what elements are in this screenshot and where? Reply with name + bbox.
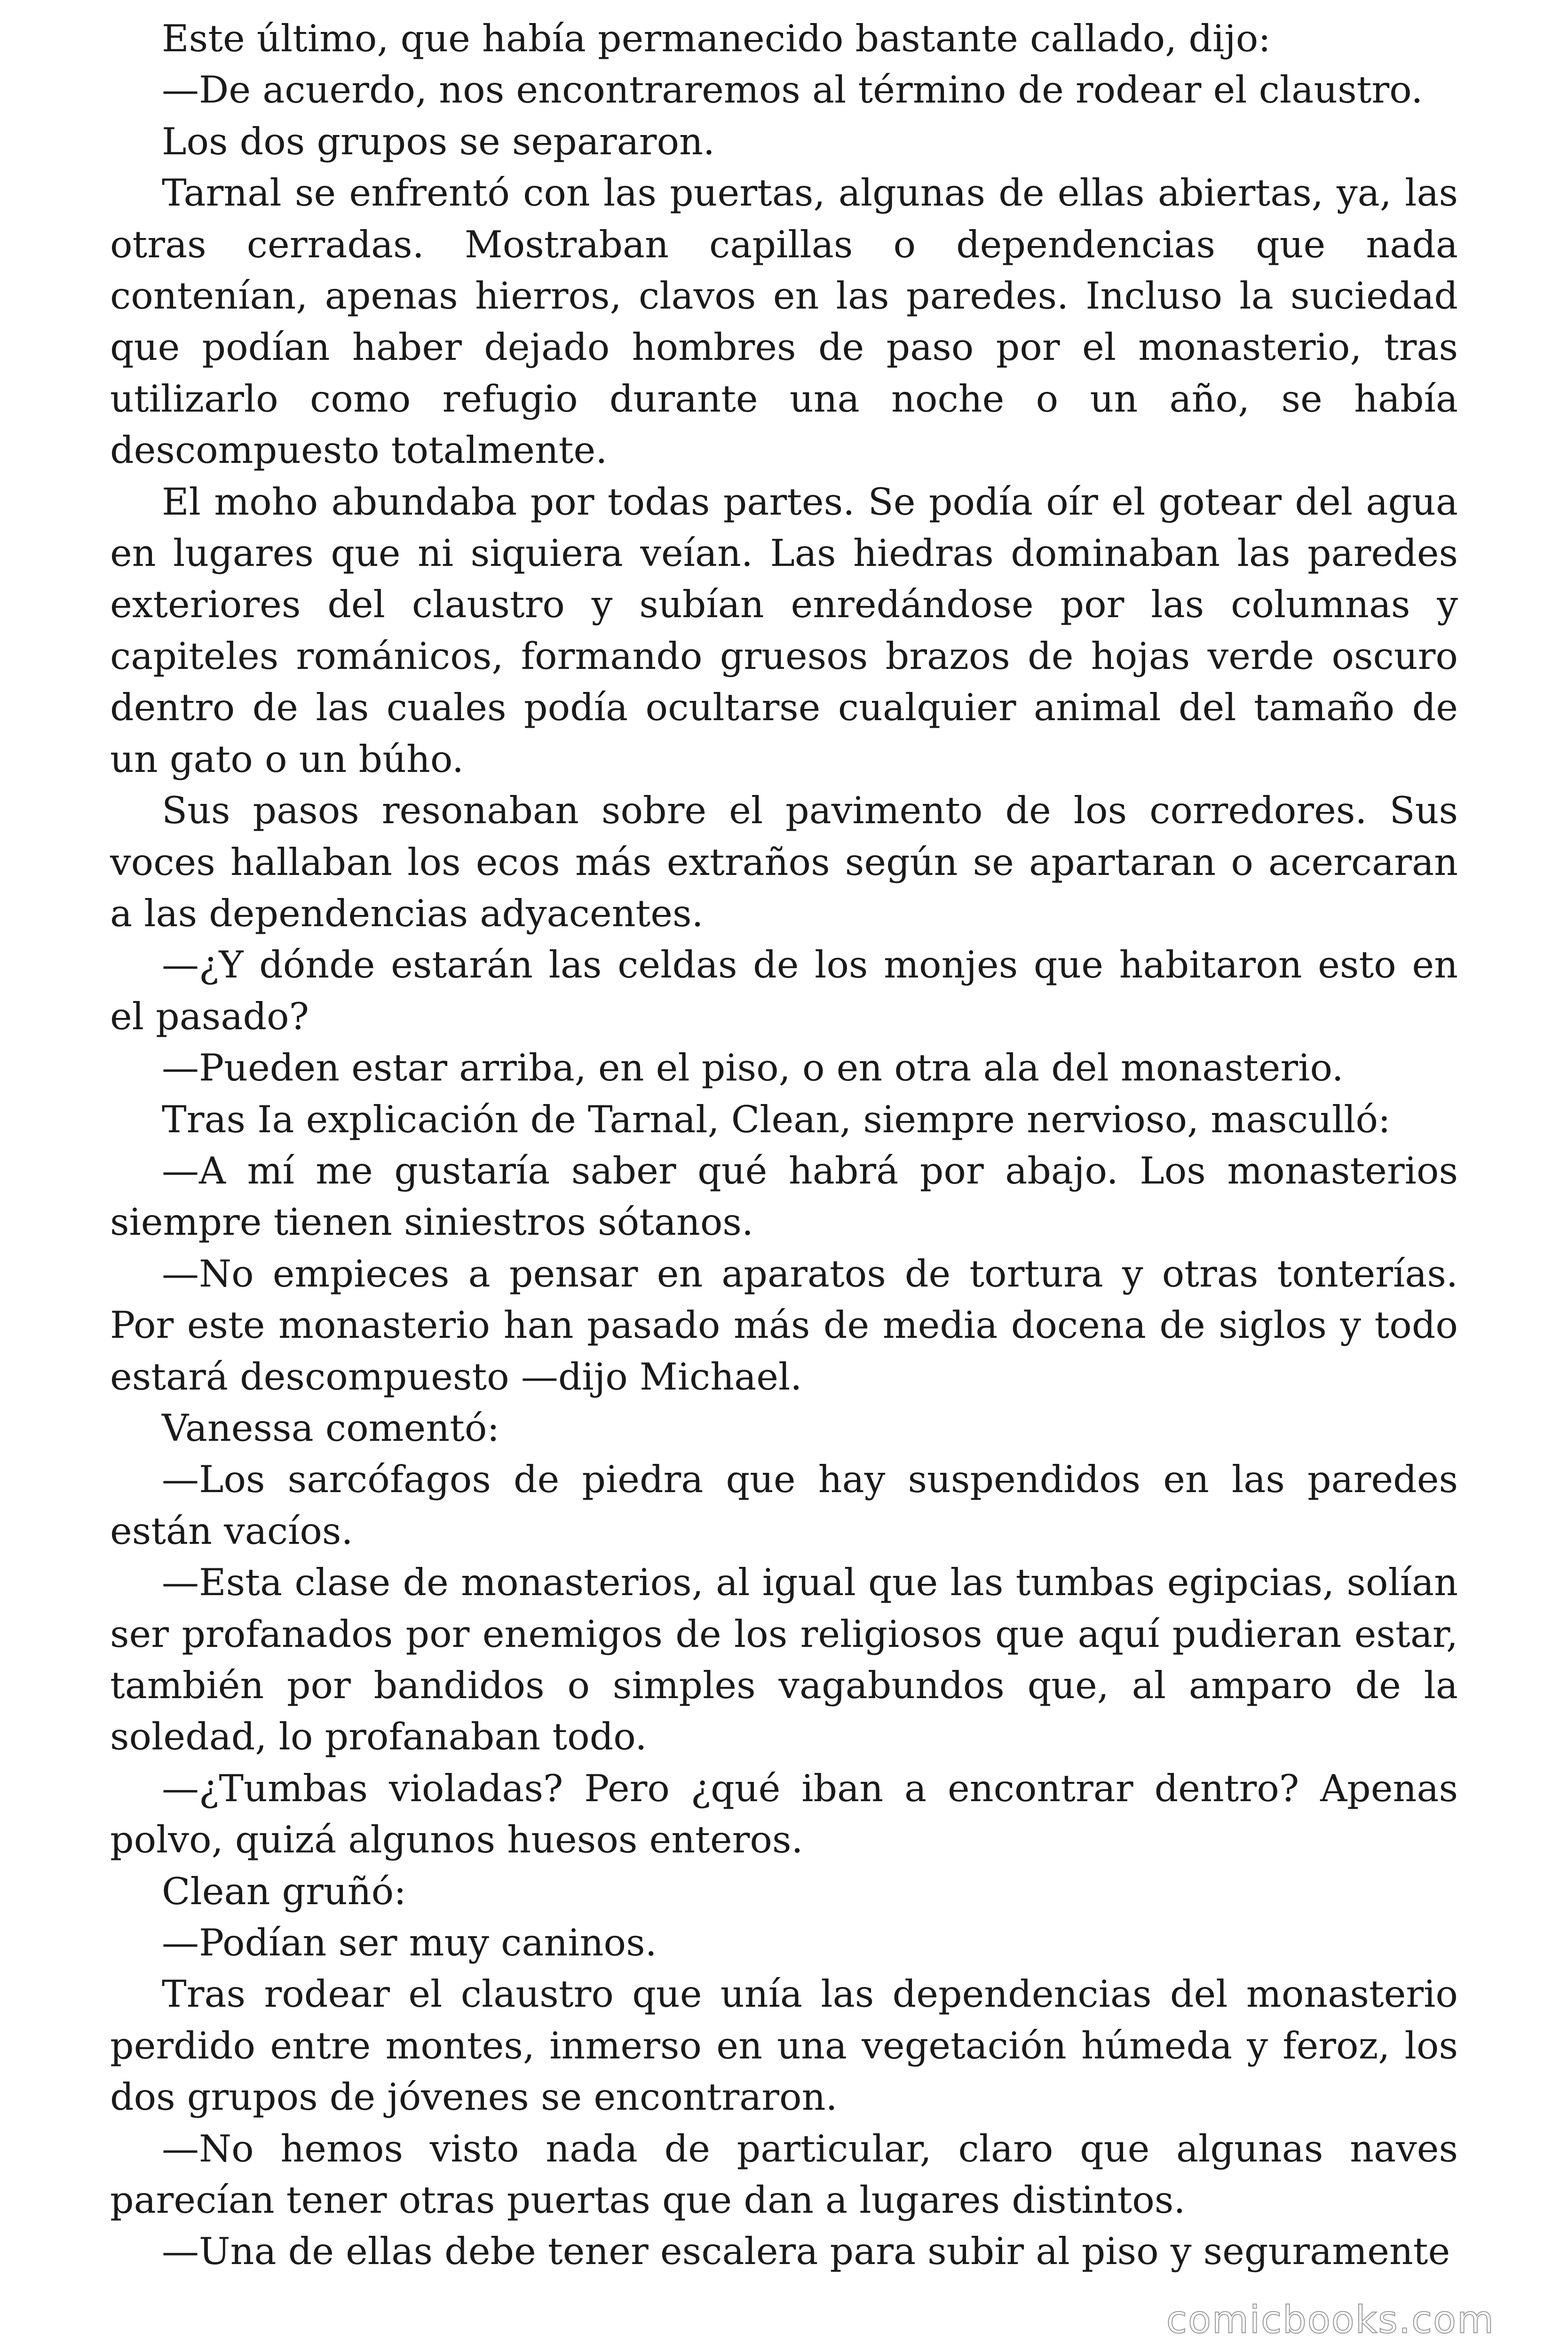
paragraph: El moho abundaba por todas partes. Se podía oír el gotear del agua en lugares que ni siquiera veían. Las hiedras dominaban las paredes exteriores del claustro y subían enredándose por las columnas y capiteles románicos, formando gruesos brazos de hojas verde oscuro dentro de las cuales podía ocultarse cualquier animal del tamaño de un gato o un búho. [110,480,1458,781]
paragraph: Tras Ia explicación de Tarnal, Clean, siempre nervioso, masculló: [162,1097,1391,1141]
paragraph: —¿Y dónde estarán las celdas de los monjes que habitaron esto en el pasado? [110,943,1458,1038]
watermark: comicbooks.com [1166,2298,1495,2342]
paragraph: Este último, que había permanecido bastante callado, dijo: [162,17,1271,60]
paragraph: Vanessa comentó: [162,1406,500,1450]
paragraph: Tarnal se enfrentó con las puertas, algunas de ellas abiertas, ya, las otras cerradas. Mostraban capillas o dependencias que nada contenían, apenas hierros, clavos en las paredes. Incluso la suciedad que podían haber dejado hombres de paso por el monasterio, tras utilizarlo como refugio durante una noche o un año, se había descompuesto totalmente. [110,171,1458,472]
paragraph: —No empieces a pensar en aparatos de tortura y otras tonterías. Por este monasterio han pasado más de media docena de siglos y todo estará descompuesto —dijo Michael. [110,1252,1458,1398]
paragraph: Sus pasos resonaban sobre el pavimento de los corredores. Sus voces hallaban los ecos más extraños según se apartaran o acercaran a las dependencias adyacentes. [110,789,1458,935]
paragraph: —Esta clase de monasterios, al igual que las tumbas egipcias, solían ser profanados por enemigos de los religiosos que aquí pudieran estar, también por bandidos o simples vagabundos que, al amparo de la soledad, lo profanaban todo. [110,1561,1458,1759]
paragraph: —Podían ser muy caninos. [162,1921,657,1965]
paragraph: —Pueden estar arriba, en el piso, o en otra ala del monasterio. [162,1046,1344,1090]
paragraph: —De acuerdo, nos encontraremos al término de rodear el claustro. [162,68,1423,112]
paragraph: Los dos grupos se separaron. [162,119,715,163]
paragraph: —A mí me gustaría saber qué habrá por abajo. Los monasterios siempre tienen siniestros sótanos. [110,1149,1458,1244]
paragraph: —No hemos visto nada de particular, claro que algunas naves parecían tener otras puertas que dan a lugares distintos. [110,2127,1458,2222]
paragraph: Tras rodear el claustro que unía las dependencias del monasterio perdido entre montes, inmerso en una vegetación húmeda y feroz, los dos grupos de jóvenes se encontraron. [110,1972,1458,2119]
book-page-text [110,13,1458,2278]
paragraph: —Una de ellas debe tener escalera para subir al piso y seguramente [162,2230,1450,2273]
paragraph: —¿Tumbas violadas? Pero ¿qué iban a encontrar dentro? Apenas polvo, quizá algunos huesos enteros. [110,1766,1458,1862]
paragraph: —Los sarcófagos de piedra que hay suspendidos en las paredes están vacíos. [110,1458,1458,1553]
paragraph: Clean gruñó: [162,1869,406,1913]
